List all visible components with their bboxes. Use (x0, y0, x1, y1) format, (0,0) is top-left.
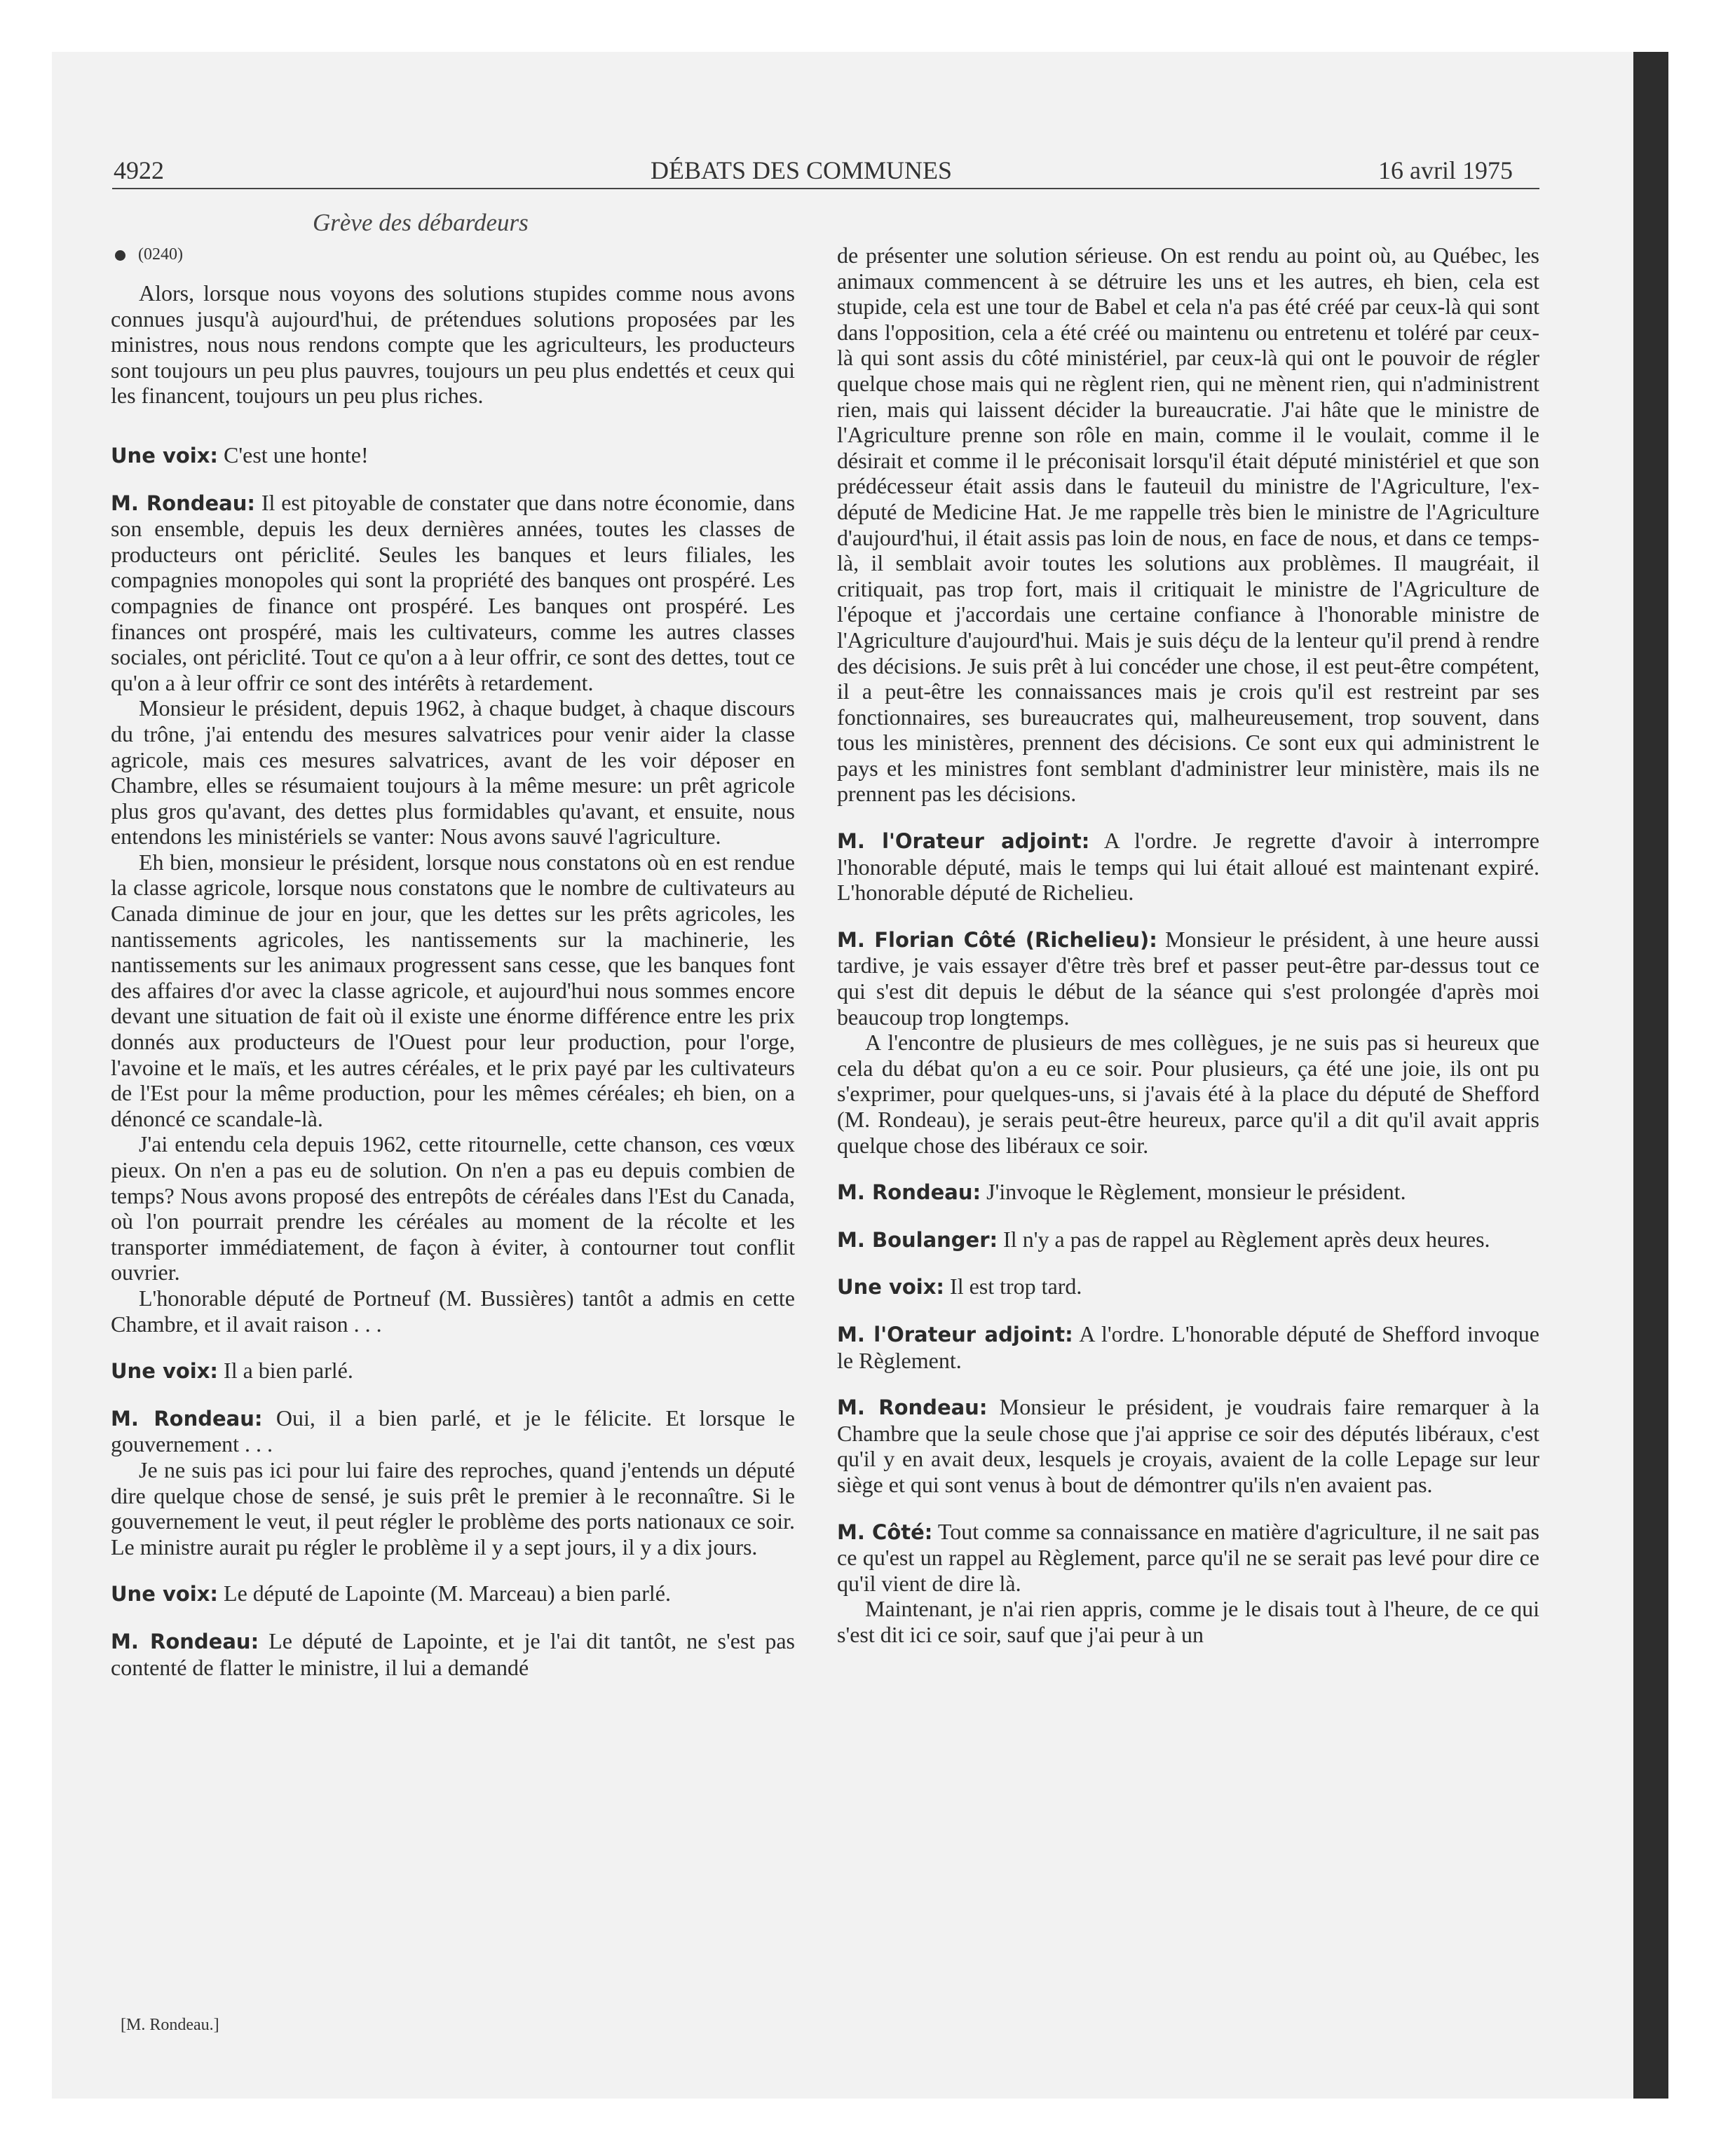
speech-text: Il n'y a pas de rappel au Règlement après deux heures. (1003, 1226, 1490, 1252)
speech-text: Monsieur le président, je voudrais faire remarquer à la Chambre que la seule chose que j'ai apprise ce soir des députés libéraux, c'est qu'il y en avait deux, lesquels je croyais, avaient de la colle Lepage sur leur siège et qui sont venus à bout de démontrer qu'ils n'en avaient pas. (837, 1394, 1540, 1497)
speech (837, 1179, 1539, 1206)
speech-text: Oui, il a bien parlé, et je le félicite. Et lorsque le gouvernement . . . (111, 1405, 795, 1457)
speech (837, 1519, 1539, 1597)
speech (111, 1358, 795, 1384)
speech-text: Il est pitoyable de constater que dans notre économie, dans son ensemble, depuis les deux dernières années, toutes les classes de producteurs ont périclité. Seules les banques et leurs filiales, les compagnies monopoles qui sont la propriété des banques ont prospéré. Les compagnies de finance ont prospéré. Les banques ont prospéré. Les finances ont prospéré, mais les cultivateurs, comme les autres classes sociales, ont périclité. Tout ce qu'on a à leur offrir, ce sont des dettes, tout ce qu'on a à leur offrir ce sont des intérêts à retardement. (111, 489, 796, 695)
scan-edge (1633, 52, 1668, 2099)
header-rule (112, 188, 1539, 189)
speaker-name: M. l'Orateur adjoint: (837, 1322, 1073, 1346)
paragraph: Je ne suis pas ici pour lui faire des reproches, quand j'entends un député dire quelque chose de sensé, je suis prêt le premier à le reconnaître. Si le gouvernement le veut, il peut régler le problème des ports nationaux ce soir. Le ministre aurait pu régler le problème il y a sept jours, il y a dix jours. (111, 1456, 795, 1560)
speaker-name: M. l'Orateur adjoint: (837, 829, 1090, 854)
speech-text: A l'ordre. Je regrette d'avoir à interrompre l'honorable député, mais le temps qui lui était alloué est maintenant expiré. L'honorable député de Richelieu. (837, 828, 1539, 906)
paragraph: L'honorable député de Portneuf (M. Bussières) tantôt a admis en cette Chambre, et il avait raison . . . (111, 1285, 795, 1337)
speaker-name: Une voix: (111, 443, 219, 468)
speaker-name: M. Rondeau: (837, 1396, 988, 1420)
speech (837, 1321, 1539, 1373)
right-column (837, 243, 1539, 1648)
speech-text: C'est une honte! (224, 442, 369, 468)
time-marker-text: (0240) (138, 245, 183, 264)
speech-text: Il a bien parlé. (224, 1358, 353, 1384)
speaker-name: Une voix: (111, 1359, 219, 1384)
left-column (111, 280, 795, 1680)
speech (111, 490, 795, 696)
speaker-name: M. Rondeau: (111, 1406, 263, 1431)
footer-note: [M. Rondeau.] (121, 2016, 219, 2034)
speech-text: A l'ordre. L'honorable député de Shefford invoque le Règlement. (837, 1321, 1539, 1373)
speech (837, 1227, 1539, 1253)
paragraph: J'ai entendu cela depuis 1962, cette ritournelle, cette chanson, ces vœux pieux. On n'en a pas eu de solution. On n'en a pas eu depuis combien de temps? Nous avons proposé des entrepôts de céréales dans l'Est du Canada, où l'on pourrait prendre les céréales au moment de la récolte et les transporter immédiatement, de façon à éviter, à contourner tout conflit ouvrier. (111, 1131, 795, 1285)
time-marker (115, 245, 183, 264)
paragraph: A l'encontre de plusieurs de mes collègues, je ne suis pas si heureux que cela du débat qu'on a eu ce soir. Pour plusieurs, ça été une joie, ils ont pu s'exprimer, pour quelques-uns, si j'avais été à la place du député de Shefford (M. Rondeau), je serais peut-être heureux, parce qu'il a dit qu'il avait appris quelque chose des libéraux ce soir. (837, 1030, 1539, 1158)
paragraph: Maintenant, je n'ai rien appris, comme je le disais tout à l'heure, de ce qui s'est dit ici ce soir, sauf que j'ai peur à un (837, 1596, 1539, 1647)
paragraph: Alors, lorsque nous voyons des solutions stupides comme nous avons connues jusqu'à aujourd'hui, de prétendues solutions proposées par les ministres, nous nous rendons compte que les agriculteurs, les producteurs sont toujours un peu plus pauvres, toujours un peu plus endettés et ceux qui les financent, toujours un peu plus riches. (111, 280, 795, 409)
speaker-name: M. Rondeau: (111, 1629, 259, 1653)
paragraph: Monsieur le président, depuis 1962, à chaque budget, à chaque discours du trône, j'ai entendu des mesures salvatrices pour venir aider la classe agricole, mais ces mesures salvatrices, avant de les voir déposer en Chambre, elles se résumaient toujours à la même mesure: un prêt agricole plus gros qu'avant, des dettes plus formidables qu'avant, et ensuite, nous entendons les ministériels se vanter: Nous avons sauvé l'agriculture. (111, 695, 795, 850)
paragraph: Eh bien, monsieur le président, lorsque nous constatons où en est rendue la classe agricole, lorsque nous constatons que le nombre de cultivateurs au Canada diminue de jour en jour, que les dettes sur les prêts agricoles, les nantissements agricoles, les nantissements sur la machinerie, les nantissements sur les animaux progressent sans cesse, que les banques font des affaires d'or avec la classe agricole, et aujourd'hui nous sommes encore devant une situation de fait où il existe une énorme différence entre les prix donnés aux producteurs de l'Ouest pour leur production, pour l'orge, l'avoine et le maïs, et les autres céréales, et le prix payé par les cultivateurs de l'Est pour la même production, pour les mêmes céréales; eh bien, on a dénoncé ce scandale-là. (111, 849, 795, 1131)
speaker-name: M. Rondeau: (837, 1180, 981, 1205)
speech (111, 1405, 795, 1457)
speech-text: Le député de Lapointe, et je l'ai dit tantôt, ne s'est pas contenté de flatter le ministre, il lui a demandé (111, 1628, 796, 1680)
page-header-date: 16 avril 1975 (1378, 156, 1513, 184)
page-header-title: DÉBATS DES COMMUNES (651, 156, 953, 184)
speech (111, 442, 795, 469)
speaker-name: M. Florian Côté (Richelieu): (837, 927, 1157, 952)
speech (111, 1581, 795, 1607)
speech (837, 1274, 1539, 1300)
speech-text: J'invoque le Règlement, monsieur le président. (986, 1179, 1406, 1205)
speaker-name: Une voix: (837, 1275, 945, 1299)
speaker-name: M. Rondeau: (111, 491, 255, 515)
speech (837, 927, 1539, 1030)
speech-text: Il est trop tard. (950, 1274, 1082, 1299)
speech (111, 1628, 795, 1680)
section-title: Grève des débardeurs (313, 209, 529, 236)
paragraph: de présenter une solution sérieuse. On est rendu au point où, au Québec, les animaux commencent à se détruire les uns et les autres, eh bien, cela est stupide, cela est une tour de Babel et cela n'a pas été créé par ceux-là qui sont dans l'opposition, cela a été créé ou maintenu ou entretenu et toléré par ceux-là qui sont assis du côté ministériel, par ceux-là qui ont le pouvoir de régler quelque chose mais qui ne règlent rien, qui ne mènent rien, qui n'administrent rien, mais qui laissent décider la bureaucratie. J'ai hâte que le ministre de l'Agriculture prenne son rôle en main, comme il le voulait, comme il le désirait et comme il le préconisait lorsqu'il était député ministériel et que son prédécesseur était assis dans le fauteuil du ministre de l'Agriculture, l'ex-député de Medicine Hat. Je me rappelle très bien le ministre de l'Agriculture d'aujourd'hui, il était assis pas loin de nous, en face de nous, et dans ce temps-là, il semblait avoir toutes les solutions aux problèmes. Il maugréait, il critiquait, pas trop fort, mais il critiquait le ministre de l'Agriculture de l'époque et j'accordais une certaine confiance à l'honorable ministre de l'Agriculture d'aujourd'hui. Mais je suis déçu de la lenteur qu'il prend à rendre des décisions. Je suis prêt à lui concéder une chose, il est peut-être compétent, il a peut-être les connaissances mais je crois qu'il est restreint par ses fonctionnaires, ses bureaucrates qui, malheureusement, trop souvent, dans tous les ministères, prennent des décisions. Ce sont eux qui administrent le pays et les ministres font semblant d'administrer leur ministère, mais ils ne prennent pas les décisions. (837, 243, 1539, 807)
speech (837, 1394, 1539, 1497)
bullet-icon (115, 250, 125, 261)
speech-text: Tout comme sa connaissance en matière d'agriculture, il ne sait pas ce qu'est un rappel au Règlement, parce qu'il ne se serait pas levé pour dire ce qu'il vient de dire là. (837, 1518, 1540, 1596)
page-number: 4922 (114, 156, 164, 184)
speaker-name: Une voix: (111, 1582, 219, 1606)
speaker-name: M. Côté: (837, 1520, 933, 1544)
speaker-name: M. Boulanger: (837, 1227, 998, 1252)
speech-text: Monsieur le président, à une heure aussi tardive, je vais essayer d'être très bref et passer peut-être par-dessus tout ce qui s'est dit depuis le début de la séance qui s'est prolongée d'après moi beaucoup trop longtemps. (837, 926, 1540, 1030)
speech (837, 828, 1539, 906)
speech-text: Le député de Lapointe (M. Marceau) a bien parlé. (224, 1581, 671, 1606)
